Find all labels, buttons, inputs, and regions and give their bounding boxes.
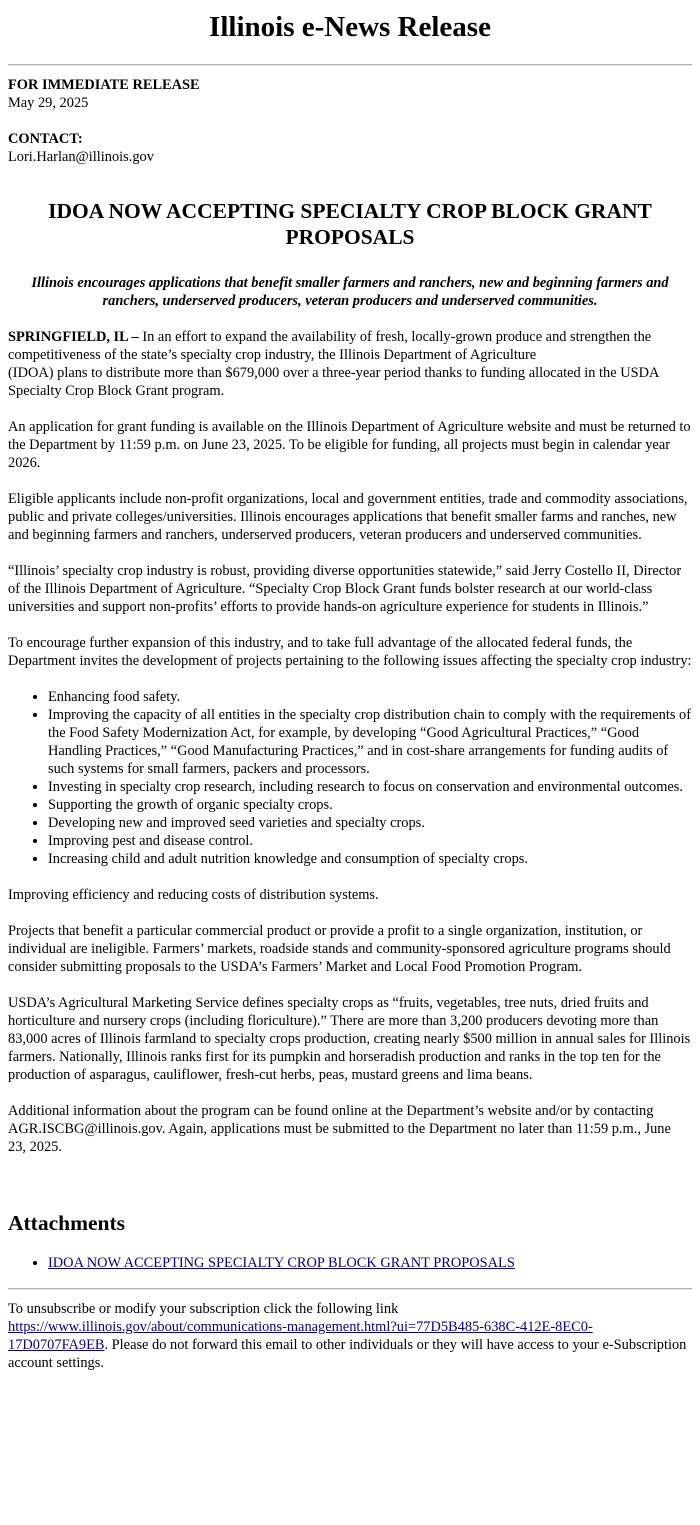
banner-title: Illinois e-News Release: [209, 11, 491, 43]
release-date: May 29, 2025: [8, 95, 89, 111]
contact-label: CONTACT:: [8, 131, 83, 147]
paragraph-quote: “Illinois’ specialty crop industry is robust, providing diverse opportunities statewide,” said Jerry Costello II, Director of the Illinois Department of Agriculture. “Specialty Crop Block Grant funds bolster research at our world-class universities and support non-profits’ efforts to provide hands-on agriculture experience for students in Illinois.”: [8, 563, 682, 615]
list-item: • Increasing child and adult nutrition knowledge and consumption of specialty crops.: [48, 850, 692, 868]
footer-divider: [8, 1288, 692, 1290]
list-item: • Investing in specialty crop research, including research to focus on conservation and environmental outcomes.: [48, 778, 692, 796]
attachments-list: [8, 1254, 692, 1272]
dateline: SPRINGFIELD, IL –: [8, 329, 139, 345]
paragraph-lead: [8, 328, 692, 400]
paragraph-additional-info: Additional information about the program can be found online at the Department’s website and/or by contacting AGR.ISCBG@illinois.gov. Again, applications must be submitted to the Department no later than 11:59 p.m., June 23, 2025.: [8, 1103, 671, 1155]
subhead: Illinois encourages applications that benefit smaller farmers and ranchers, new and beginning farmers and ranchers, underserved producers, veteran producers and underserved communities.: [31, 275, 669, 309]
footer-intro: To unsubscribe or modify your subscription click the following link: [8, 1301, 399, 1317]
list-item: • Improving the capacity of all entities in the specialty crop distribution chain to comply with the requirements of the Food Safety Modernization Act, for example, by developing “Good Agricultural Practices,” “Good Handling Practices,” “Good Manufacturing Practices,” and in cost-share arrangements for funding audits of such systems for small farmers, packers and processors.: [48, 706, 692, 778]
attachments-heading: Attachments: [8, 1211, 126, 1235]
attachment-link[interactable]: IDOA NOW ACCEPTING SPECIALTY CROP BLOCK GRANT PROPOSALS: [48, 1255, 515, 1271]
list-item: • Developing new and improved seed varieties and specialty crops.: [48, 814, 692, 832]
paragraph-application: An application for grant funding is available on the Illinois Department of Agriculture website and must be returned to the Department by 11:59 p.m. on June 23, 2025. To be eligible for funding, all projects must begin in calendar year 2026.: [8, 419, 691, 471]
list-item: • Enhancing food safety.: [48, 688, 692, 706]
headline: IDOA NOW ACCEPTING SPECIALTY CROP BLOCK GRANT PROPOSALS: [48, 199, 652, 249]
paragraph-definition: USDA’s Agricultural Marketing Service defines specialty crops as “fruits, vegetables, tree nuts, dried fruits and horticulture and nursery crops (including floriculture).” There are more than 3,200 producers devoting more than 83,000 acres of Illinois farmland to specialty crops production, creating nearly $500 million in annual sales for Illinois farmers. Nationally, Illinois ranks first for its pumpkin and horseradish production and ranks in the top ten for the production of asparagus, cauliflower, fresh-cut herbs, peas, mustard greens and lima beans.: [8, 995, 691, 1083]
release-label: FOR IMMEDIATE RELEASE: [8, 77, 200, 93]
attachment-item: [48, 1254, 692, 1272]
lead-text-b: (IDOA) plans to distribute more than $679,000 over a three-year period thanks to funding allocated in the USDA Specialty Crop Block Grant program.: [8, 365, 659, 399]
lead-text-a: In an effort to expand the availability of fresh, locally-grown produce and strengthen the competitiveness of the state’s specialty crop industry, the Illinois Department of Agriculture: [8, 329, 652, 363]
contact-block: [8, 130, 692, 166]
contact-email: Lori.Harlan@illinois.gov: [8, 149, 154, 165]
paragraph-ineligible: Projects that benefit a particular commercial product or provide a profit to a single organization, institution, or individual are ineligible. Farmers’ markets, roadside stands and community-sponsored agriculture programs should consider submitting proposals to the USDA’s Farmers’ Market and Local Food Promotion Program.: [8, 923, 671, 975]
unsubscribe-link[interactable]: https://www.illinois.gov/about/communications-management.html?ui=77D5B485-638C-412E-8EC0-17D0707FA9EB: [8, 1319, 593, 1353]
list-item: • Supporting the growth of organic specialty crops.: [48, 796, 692, 814]
paragraph-issues-intro: To encourage further expansion of this industry, and to take full advantage of the allocated federal funds, the Department invites the development of projects pertaining to the following issues affecting the specialty crop industry:: [8, 635, 692, 669]
footer-outro: . Please do not forward this email to other individuals or they will have access to your e-Subscription account settings.: [8, 1337, 687, 1371]
list-item: • Improving pest and disease control.: [48, 832, 692, 850]
issues-list: [8, 688, 692, 868]
paragraph-efficiency: Improving efficiency and reducing costs of distribution systems.: [8, 887, 379, 903]
release-block: [8, 76, 692, 112]
footer: [8, 1300, 692, 1372]
header-divider: [8, 64, 692, 66]
paragraph-eligibility: Eligible applicants include non-profit organizations, local and government entities, trade and commodity associations, public and private colleges/universities. Illinois encourages applications that benefit smaller farms and ranches, new and beginning farmers and ranchers, underserved producers, veteran producers and underserved communities.: [8, 491, 688, 543]
